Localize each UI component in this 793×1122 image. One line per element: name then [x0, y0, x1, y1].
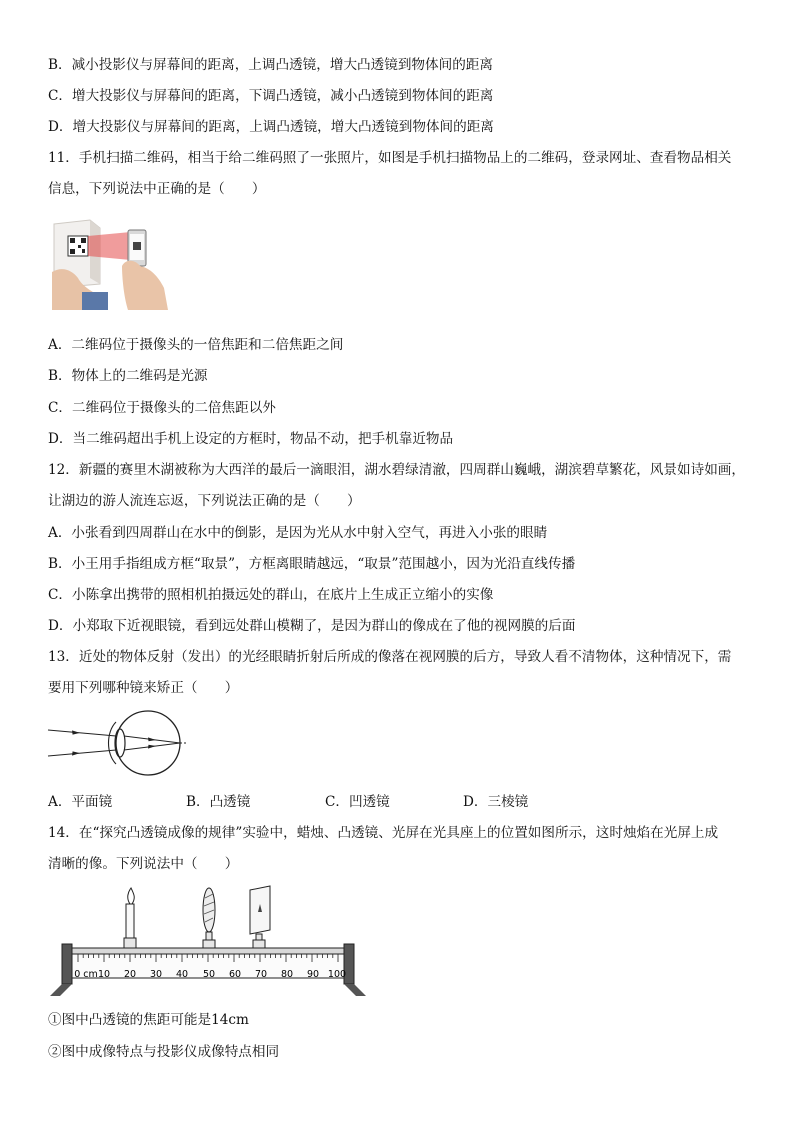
scale-label-50: 50 [202, 969, 216, 980]
q11-stem-line2: 信息，下列说法中正确的是（ ） [48, 181, 266, 197]
scale-label-80: 80 [280, 969, 294, 980]
q13-option-c: C．凹透镜 [325, 794, 390, 810]
scale-label-60: 60 [228, 969, 242, 980]
q13-option-a: A．平面镜 [48, 794, 113, 810]
q12-stem-line2: 让湖边的游人流连忘返，下列说法正确的是（ ） [48, 493, 361, 509]
q13-stem-line1: 13．近处的物体反射（发出）的光经眼睛折射后所成的像落在视网膜的后方，导致人看不清物体，这种情况下，需 [48, 649, 732, 665]
scale-label-30: 30 [149, 969, 163, 980]
q12-option-d: D．小郑取下近视眼镜，看到远处群山模糊了，是因为群山的像成在了他的视网膜的后面 [48, 618, 576, 634]
qr-scan-photo [52, 218, 168, 310]
scale-label-40: 40 [175, 969, 189, 980]
eye-diagram [44, 706, 186, 780]
q14-stem-line1: 14．在“探究凸透镜成像的规律”实验中，蜡烛、凸透镜、光屏在光具座上的位置如图所示，这时烛焰在光屏上成 [48, 825, 719, 841]
q13-option-b: B．凸透镜 [186, 794, 251, 810]
q14-statement-2: ②图中成像特点与投影仪成像特点相同 [48, 1044, 280, 1060]
q10-option-c: C．增大投影仪与屏幕间的距离，下调凸透镜，减小凸透镜到物体间的距离 [48, 88, 494, 104]
q13-options [48, 793, 528, 811]
scale-label-90: 90 [306, 969, 320, 980]
q11-option-a: A．二维码位于摄像头的一倍焦距和二倍焦距之间 [48, 337, 344, 353]
scale-label-100: 100 [327, 969, 347, 980]
q11-option-d: D．当二维码超出手机上设定的方框时，物品不动，把手机靠近物品 [48, 431, 454, 447]
q10-option-b: B．减小投影仪与屏幕间的距离，上调凸透镜，增大凸透镜到物体间的距离 [48, 57, 493, 73]
q11-stem-line1: 11．手机扫描二维码，相当于给二维码照了一张照片，如图是手机扫描物品上的二维码，登录网址、查看物品相关 [48, 150, 732, 166]
q13-option-d: D．三棱镜 [463, 794, 529, 810]
light-screen [250, 886, 270, 948]
q10-option-d: D．增大投影仪与屏幕间的距离，上调凸透镜，增大凸透镜到物体间的距离 [48, 119, 494, 135]
q12-option-c: C．小陈拿出携带的照相机拍摄远处的群山，在底片上生成正立缩小的实像 [48, 587, 494, 603]
scale-label-10: 10 [97, 969, 111, 980]
scale-label-70: 70 [254, 969, 268, 980]
optical-bench-diagram [48, 884, 370, 1000]
q11-option-b: B．物体上的二维码是光源 [48, 368, 208, 384]
q12-stem-line1: 12．新疆的赛里木湖被称为大西洋的最后一滴眼泪，湖水碧绿清澈，四周群山巍峨，湖滨碧草繁花，风景如诗如画， [48, 462, 745, 478]
q14-statement-1: ①图中凸透镜的焦距可能是14cm [48, 1012, 249, 1028]
scale-label-0: 0 cm [74, 969, 98, 980]
q12-option-b: B．小王用手指组成方框“取景”，方框离眼睛越远，“取景”范围越小，因为光沿直线传播 [48, 556, 576, 572]
convex-lens [203, 888, 215, 948]
q14-stem-line2: 清晰的像。下列说法中（ ） [48, 856, 239, 872]
q12-option-a: A．小张看到四周群山在水中的倒影，是因为光从水中射入空气，再进入小张的眼睛 [48, 525, 548, 541]
candle [124, 888, 136, 948]
scale-label-20: 20 [123, 969, 137, 980]
q13-stem-line2: 要用下列哪种镜来矫正（ ） [48, 680, 239, 696]
q11-option-c: C．二维码位于摄像头的二倍焦距以外 [48, 400, 276, 416]
